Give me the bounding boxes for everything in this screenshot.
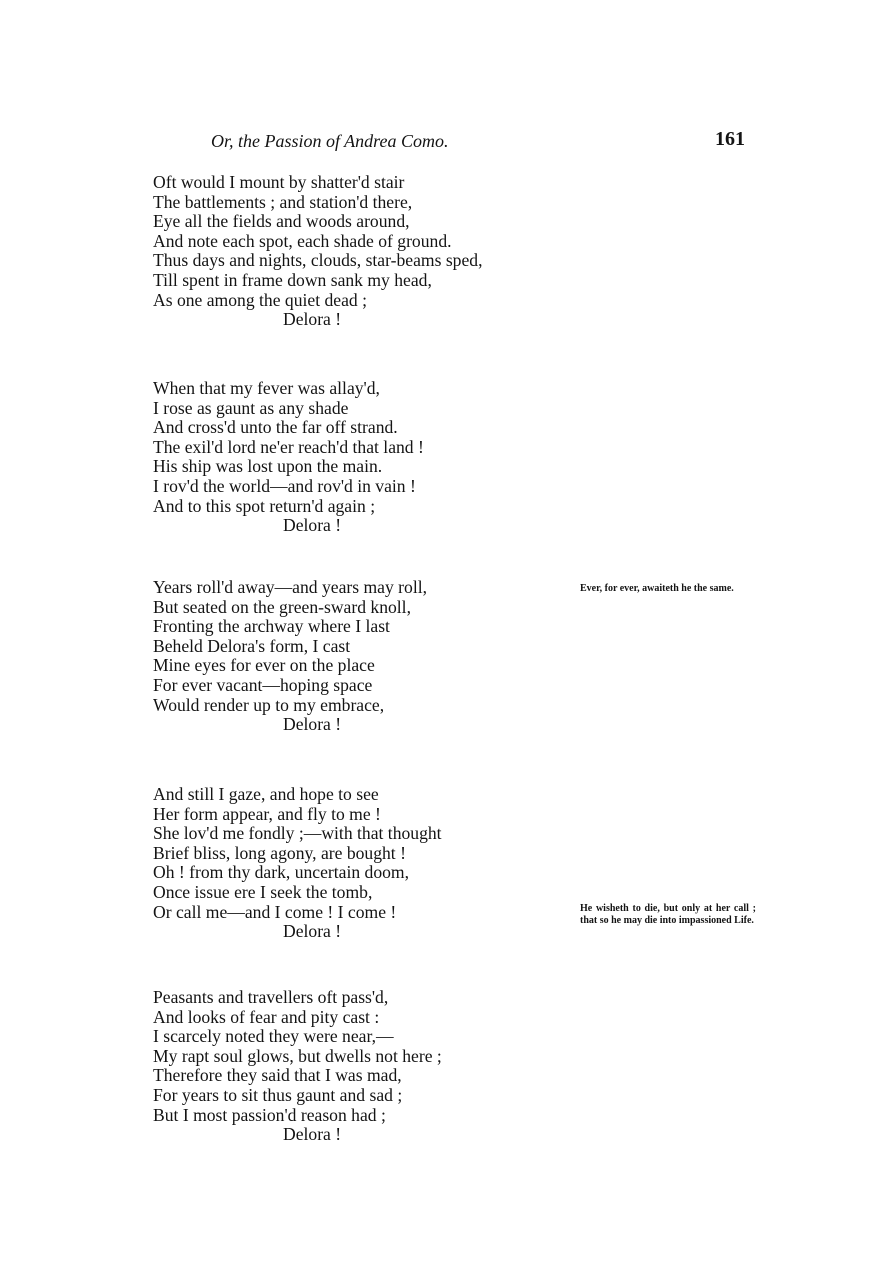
verse-line: Mine eyes for ever on the place <box>153 655 375 676</box>
stanza-1 <box>153 173 482 330</box>
verse-line: Eye all the fields and woods around, <box>153 211 410 232</box>
refrain: Delora ! <box>283 309 342 330</box>
refrain: Delora ! <box>283 921 342 942</box>
verse-line: And looks of fear and pity cast : <box>153 1006 380 1027</box>
verse-line: Or call me—and I come ! I come ! <box>153 901 397 922</box>
verse-line: But seated on the green-sward knoll, <box>153 596 411 617</box>
refrain: Delora ! <box>283 714 342 735</box>
stanza-2 <box>153 379 424 536</box>
verse-line: Would render up to my embrace, <box>153 694 385 715</box>
verse-line: I scarcely noted they were near,— <box>153 1026 394 1047</box>
verse-line: For ever vacant—hoping space <box>153 674 373 695</box>
verse-line: I rov'd the world—and rov'd in vain ! <box>153 475 416 496</box>
verse-line: Her form appear, and fly to me ! <box>153 803 381 824</box>
verse-line: And still I gaze, and hope to see <box>153 784 379 804</box>
verse-line: As one among the quiet dead ; <box>153 289 368 310</box>
verse-line: Oft would I mount by shatter'd stair <box>153 172 405 192</box>
page-number: 161 <box>715 128 745 150</box>
running-header: Or, the Passion of Andrea Como. <box>211 131 449 151</box>
verse-line: But I most passion'd reason had ; <box>153 1104 386 1125</box>
verse-line: Once issue ere I seek the tomb, <box>153 881 373 902</box>
side-gloss: He wisheth to die, but only at her call ; that so he may die into impassioned Life. <box>580 903 756 926</box>
verse-line: And note each spot, each shade of ground. <box>153 230 452 251</box>
verse-line: The exil'd lord ne'er reach'd that land ! <box>153 436 424 457</box>
verse-line: For years to sit thus gaunt and sad ; <box>153 1084 403 1105</box>
verse-line: Till spent in frame down sank my head, <box>153 269 432 290</box>
stanza-3 <box>153 578 427 735</box>
verse-line: Fronting the archway where I last <box>153 616 390 637</box>
refrain: Delora ! <box>283 1124 342 1145</box>
verse-line: The battlements ; and station'd there, <box>153 191 413 212</box>
verse-line: And cross'd unto the far off strand. <box>153 417 398 438</box>
stanza-4 <box>153 785 442 942</box>
verse-line: Years roll'd away—and years may roll, <box>153 577 428 597</box>
verse-line: She lov'd me fondly ;—with that thought <box>153 823 442 844</box>
verse-line: Peasants and travellers oft pass'd, <box>153 987 389 1007</box>
verse-line: His ship was lost upon the main. <box>153 456 383 477</box>
verse-line: When that my fever was allay'd, <box>153 378 380 398</box>
verse-line: I rose as gaunt as any shade <box>153 397 349 418</box>
verse-line: Beheld Delora's form, I cast <box>153 635 351 656</box>
verse-line: Oh ! from thy dark, uncertain doom, <box>153 862 410 883</box>
side-gloss: Ever, for ever, awaiteth he the same. <box>580 583 734 594</box>
verse-line: Therefore they said that I was mad, <box>153 1065 402 1086</box>
verse-line: Thus days and nights, clouds, star-beams sped, <box>153 250 483 271</box>
stanza-5 <box>153 988 442 1145</box>
verse-line: Brief bliss, long agony, are bought ! <box>153 842 406 863</box>
verse-line: My rapt soul glows, but dwells not here ; <box>153 1045 442 1066</box>
refrain: Delora ! <box>283 515 342 536</box>
verse-line: And to this spot return'd again ; <box>153 495 376 516</box>
